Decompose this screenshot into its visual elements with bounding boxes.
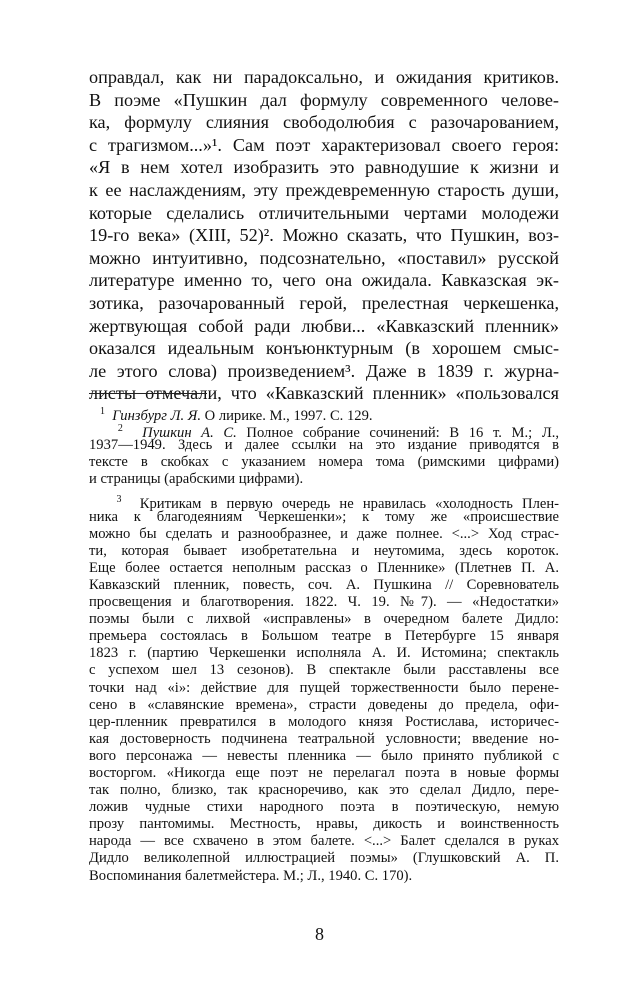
footnote-1: $^1$ Гинзбург Л. Я. О лирике. М., 1997. С. 129. <box>99 406 373 424</box>
footnote-line: вого персонажа — невесты пленника — было принято публикой с <box>89 747 559 764</box>
main-text-line: 19-го века» (XIII, 52)². Можно сказать, что Пушкин, воз- <box>89 225 559 246</box>
footnote-line: с успехом шел 13 сезонов). В спектакле были расставлены все <box>89 662 559 679</box>
main-text-line: оправдал, как ни парадоксально, и ожидания критиков. <box>89 67 559 87</box>
footnote-line: прозу пантомимы. Местность, нравы, дикость и воинственность <box>89 816 559 833</box>
footnote-line: тексте в скобках с указанием номера тома (римскими цифрами) <box>89 454 559 471</box>
main-text-line: можно интуитивно, подсознательно, «поставил» русской <box>89 247 559 268</box>
footnote-line: цер-пленник превратился в молодого князя Ростислава, историчес- <box>89 713 559 730</box>
footnote-line: сено в «славянские времена», страсти доведены до предела, офи- <box>89 696 559 713</box>
main-text-line: «Я в нем хотел изобразить это равнодушие к жизни и <box>89 157 559 178</box>
main-text-line: оказался идеальным конъюнктурным (в хорошем смыс- <box>89 338 559 359</box>
footnote-line: восторгом. «Никогда еще поэт не перелагал поэта в новые формы <box>89 764 559 781</box>
footnote-text: Полное собрание сочинений: В 16 т. М.; Л., <box>246 424 560 441</box>
footnote-line: поэмы были с лихвой «исправлены» в очередном балете Дидло: <box>89 611 559 628</box>
main-text-line: с трагизмом...»¹. Сам поэт характеризовал своего героя: <box>89 134 559 155</box>
main-text-line: листы отмечали, что «Кавказский пленник» «пользовался <box>89 383 559 404</box>
footnote-line: просвещения и благотворения. 1822. Ч. 19. №7). — «Недостатки» <box>89 594 559 611</box>
footnote-line: кая достоверность подчинена театральной условности; введение но- <box>89 730 559 747</box>
main-text-line: к ее наслаждениям, эту преждевременную старость души, <box>89 179 559 200</box>
main-text-line: ле этого слова) произведением³. Даже в 1839 г. журна- <box>89 360 559 381</box>
footnote-3: $^3$ Критикам в первую очередь не нравилась «холодность Плен- <box>116 494 559 513</box>
footnote-2: $^2$ Пушкин А. С. Полное собрание сочинений: В 16 т. М.; Л., <box>117 423 560 441</box>
footnote-text: О лирике. М., 1997. С. 129. <box>204 407 373 424</box>
main-text-line: которые сделались отличительными чертами молодежи <box>89 202 559 223</box>
main-text-line: ка, формулу слияния свободолюбия с разочарованием, <box>89 112 559 133</box>
footnote-line: премьера состоялась в Большом театре в Петербурге 15 января <box>89 628 559 645</box>
main-text-line: жертвующая собой ради любви... «Кавказский пленник» <box>89 315 559 336</box>
footnote-line: Воспоминания балетмейстера. М.; Л., 1940. С. 170). <box>89 867 413 884</box>
footnote-line: ти, которая бывает изобретательна и неутомима, здесь короток. <box>89 542 559 559</box>
footnotes <box>89 403 559 885</box>
footnote-line: народа — все схвачено в этом балете. <...> Балет сделался в руках <box>89 833 559 850</box>
footnote-line: можно бы сделать и разнообразнее, и даже полнее. <...> Ход страс- <box>89 525 559 542</box>
footnote-separator <box>89 393 207 394</box>
footnote-line: Дидло великолепной иллюстрацией поэмы» (Глушковский А. П. <box>89 850 559 867</box>
footnote-author: Пушкин А. С. <box>142 424 237 441</box>
footnote-line: 1823 г. (партию Черкешенки исполняла А. И. Истомина; спектакль <box>89 645 559 662</box>
page-number: 8 <box>315 924 324 944</box>
main-text-line: литературе именно то, чего она ожидала. Кавказская эк- <box>89 270 559 291</box>
footnote-line: Еще более остается неполным рассказ о Пленнике» (Плетнев П. А. <box>89 559 559 576</box>
footnote-line: ложив чудные стихи народного поэта в поэтическую, немую <box>89 799 559 816</box>
main-text-line: В поэме «Пушкин дал формулу современного челове- <box>89 89 559 110</box>
footnote-line: ника к благодеяниям Черкешенки»; к тому же «происшествие <box>89 508 559 525</box>
footnote-line: и страницы (арабскими цифрами). <box>89 471 304 488</box>
footnote-line: 1937—1949. Здесь и далее ссылки на это издание приводятся в <box>89 437 559 454</box>
main-text <box>89 66 559 405</box>
footnote-text: Критикам в первую очередь не нравилась «холодность Плен- <box>139 496 559 513</box>
main-text-line: зотика, разочарованный герой, прелестная черкешенка, <box>89 292 559 313</box>
footnote-author: Гинзбург Л. Я. <box>112 407 201 424</box>
footnote-line: Кавказский пленник, повесть, соч. А. Пушкина // Соревнователь <box>89 576 559 593</box>
footnote-line: так полно, близко, так красноречиво, как это сделал Дидло, пере- <box>89 782 559 799</box>
footnote-line: точки над «і»: действие для пущей торжественности было перене- <box>89 679 559 696</box>
